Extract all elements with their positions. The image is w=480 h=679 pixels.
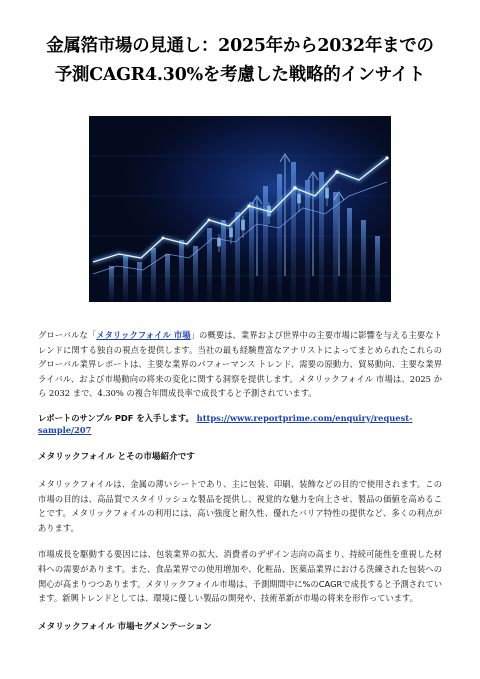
intro-text-body: 」の概要は、業界および世界中の主要市場に影響を与える主要なトレンドに関する独自の視点を提供します。当社の最も経験豊富なアナリストによってまとめられたこれらのグローバル業界レポートは、主要な業界のパフォーマンス トレンド、需要の原動力、貿易動向、主要な業界ライバル、および市場動向の将来の変化に関する洞察を提供します。メタリックフォイル 市場は、 (38, 330, 442, 384)
intro-text-end: の複合年間成長率で成長すると予測されています。 (123, 388, 317, 399)
sample-request-line (38, 412, 442, 436)
title-line-1: 金属箔市場の見通し：2025年から2032年までの (46, 36, 434, 56)
sample-request-link[interactable]: https://www.reportprime.com/enquiry/request-sample/207 (38, 412, 413, 435)
intro-text-mid2: まで、 (70, 388, 98, 399)
intro-paragraph (38, 328, 442, 401)
intro-text-mid1: から (38, 373, 443, 399)
section-heading-segmentation: メタリックフォイル 市場セグメンテーション (38, 621, 212, 632)
section-heading-intro: メタリックフォイル とその市場紹介です (38, 451, 195, 462)
forecast-year-start: 2025 (409, 373, 431, 384)
title-line-2: 予測CAGR4.30%を考慮した戦略的インサイト (54, 65, 426, 85)
section-paragraph-growth-drivers: 市場成長を駆動する要因には、包装業界の拡大、消費者のデザイン志向の高まり、持続可能性を重視した材料への需要があります。また、食品業界での使用増加や、化粧品、医薬品業界における洗練された包装への関心が高まりつつあります。メタリックフォイル市場は、予測期間中に%のCAGRで成長すると予測されています。新興トレンドとしては、環境に優しい製品の開発や、技術革新が市場の将来を形作っています。 (38, 549, 442, 604)
section-paragraph-definition: メタリックフォイルは、金属の薄いシートであり、主に包装、印刷、装飾などの目的で使用されます。この市場の目的は、高品質でスタイリッシュな製品を提供し、視覚的な魅力を向上させ、製品の価値を高めることです。メタリックフォイルの利用には、高い強度と耐久性、優れたバリア特性の提供など、多くの利点があります。 (38, 478, 442, 533)
sample-label: レポートのサンプル PDF を入手します。 (38, 412, 194, 423)
intro-text-pre: グローバルな「 (38, 330, 97, 340)
document-title (38, 0, 442, 90)
forecast-year-end: 2032 (48, 388, 71, 399)
cagr-value: 4.30% (97, 388, 124, 399)
hero-image-stock-chart (89, 116, 391, 302)
market-link[interactable]: メタリックフォイル 市場 (96, 330, 191, 340)
